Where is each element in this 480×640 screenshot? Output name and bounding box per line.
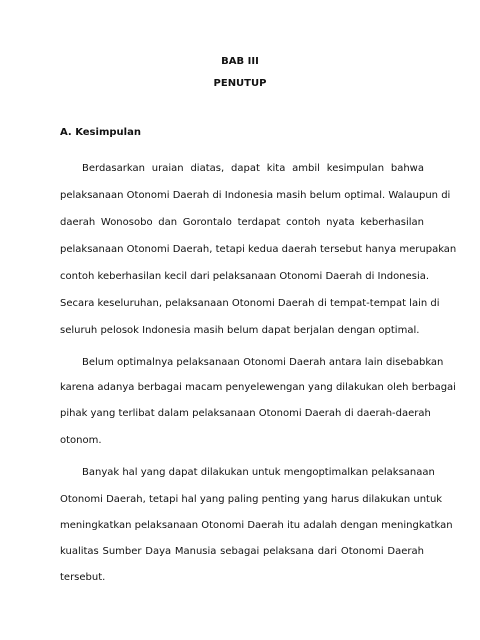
paragraph-3-line-4: kualitas Sumber Daya Manusia sebagai pelaksana dari Otonomi Daerah [60, 546, 424, 557]
paragraph-3-line-2: Otonomi Daerah, tetapi hal yang paling penting yang harus dilakukan untuk [60, 494, 443, 505]
paragraph-3-line-1: Banyak hal yang dapat dilakukan untuk mengoptimalkan pelaksanaan [82, 467, 435, 478]
paragraph-2-line-4: otonom. [60, 435, 102, 446]
paragraph-1-line-3: daerah Wonosobo dan Gorontalo terdapat contoh nyata keberhasilan [60, 217, 424, 228]
paragraph-1-line-6: Secara keseluruhan, pelaksanaan Otonomi Daerah di tempat-tempat lain di [60, 298, 440, 309]
paragraph-1-line-4: pelaksanaan Otonomi Daerah, tetapi kedua daerah tersebut hanya merupakan [60, 244, 457, 255]
chapter-title: PENUTUP [213, 78, 267, 89]
paragraph-1-line-5: contoh keberhasilan kecil dari pelaksanaan Otonomi Daerah di Indonesia. [60, 271, 430, 282]
paragraph-3-line-3: meningkatkan pelaksanaan Otonomi Daerah itu adalah dengan meningkatkan [60, 520, 453, 531]
chapter-heading: BAB III [221, 56, 259, 67]
paragraph-2-line-3: pihak yang terlibat dalam pelaksanaan Otonomi Daerah di daerah-daerah [60, 408, 431, 419]
paragraph-3-line-5: tersebut. [60, 572, 106, 583]
paragraph-2-line-2: karena adanya berbagai macam penyelewengan yang dilakukan oleh berbagai [60, 382, 456, 393]
paragraph-1-line-2: pelaksanaan Otonomi Daerah di Indonesia masih belum optimal. Walaupun di [60, 190, 451, 201]
paragraph-1-line-7: seluruh pelosok Indonesia masih belum dapat berjalan dengan optimal. [60, 325, 420, 336]
paragraph-1-line-1: Berdasarkan uraian diatas, dapat kita ambil kesimpulan bahwa [82, 163, 424, 174]
section-heading: A. Kesimpulan [60, 127, 141, 138]
paragraph-2-line-1: Belum optimalnya pelaksanaan Otonomi Daerah antara lain disebabkan [82, 357, 444, 368]
